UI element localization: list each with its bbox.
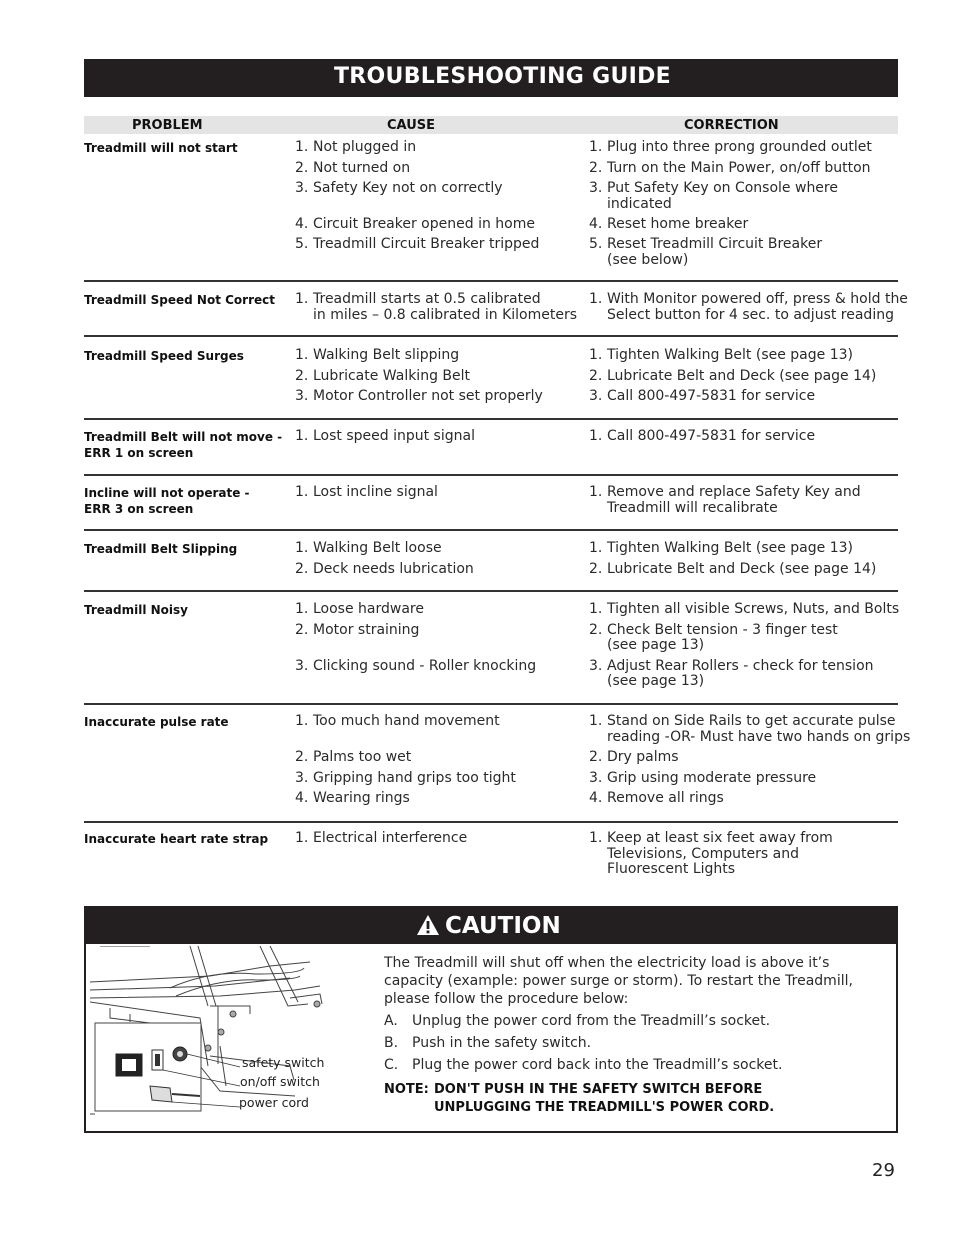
correction-line: Treadmill will recalibrate (607, 499, 778, 516)
correction-text (607, 541, 853, 557)
correction-line: Grip using moderate pressure (607, 769, 817, 786)
cause-line: Treadmill starts at 0.5 calibrated (313, 291, 541, 307)
cause-line: Motor Controller not set properly (313, 388, 543, 404)
problem-cell (84, 602, 284, 618)
correction-number: 1. (589, 291, 603, 307)
row-divider (84, 703, 898, 705)
correction-number: 1. (589, 484, 603, 500)
problem-text: Treadmill Belt Slipping (84, 542, 238, 556)
row-divider (84, 529, 898, 531)
note-line-1: DON'T PUSH IN THE SAFETY SWITCH BEFORE (434, 1082, 763, 1097)
cause-text (313, 771, 516, 787)
correction-line: Remove all rings (607, 790, 724, 806)
correction-number: 2. (589, 749, 603, 765)
correction-line: Select button for 4 sec. to adjust reading (607, 306, 894, 323)
correction-text (607, 161, 871, 177)
cause-number: 1. (295, 540, 309, 556)
row-divider (84, 280, 898, 282)
correction-number: 3. (589, 388, 603, 404)
cause-text (313, 389, 543, 405)
correction-text (607, 292, 908, 323)
label-safety-switch: safety switch (242, 1055, 325, 1070)
cause-line: Lost incline signal (313, 484, 438, 500)
correction-number: 1. (589, 713, 603, 729)
power-socket-illustration (90, 946, 372, 1126)
cause-number: 1. (295, 484, 309, 500)
correction-line: Call 800-497-5831 for service (607, 428, 816, 444)
warning-icon (416, 914, 440, 936)
caution-title: CAUTION (445, 913, 561, 939)
cause-line: Walking Belt slipping (313, 347, 460, 363)
correction-line: Remove and replace Safety Key and (607, 484, 861, 500)
cause-line: Loose hardware (313, 601, 424, 617)
correction-text (607, 831, 833, 878)
cause-text (313, 750, 411, 766)
correction-number: 3. (589, 657, 603, 674)
correction-line: Reset home breaker (607, 216, 749, 232)
cause-number: 1. (295, 713, 309, 729)
correction-line: Adjust Rear Rollers - check for tension (607, 657, 874, 674)
correction-line: indicated (607, 195, 672, 212)
cause-number: 2. (295, 749, 309, 765)
row-divider (84, 821, 898, 823)
problem-text: ERR 3 on screen (84, 502, 194, 516)
correction-line: Tighten all visible Screws, Nuts, and Bolts (607, 601, 900, 617)
cause-line: Circuit Breaker opened in home (313, 216, 535, 232)
header-cause: CAUSE (387, 118, 436, 133)
caution-intro-1: The Treadmill will shut off when the electricity load is above it’s (384, 955, 830, 971)
cause-line: Clicking sound - Roller knocking (313, 657, 537, 674)
cause-text (313, 292, 577, 323)
cause-text (313, 485, 438, 501)
cause-text (313, 348, 459, 364)
correction-text (607, 485, 861, 516)
cause-text (313, 623, 419, 639)
page-title: TROUBLESHOOTING GUIDE (334, 64, 672, 89)
row-divider (84, 335, 898, 337)
correction-line: Call 800-497-5831 for service (607, 388, 816, 404)
problem-cell (84, 831, 284, 847)
correction-text (607, 217, 748, 233)
cause-number: 3. (295, 388, 309, 404)
correction-number: 1. (589, 540, 603, 556)
problem-text: Treadmill Belt will not move - (84, 430, 283, 444)
cause-text (313, 791, 410, 807)
caution-step-c-letter: C. (384, 1057, 399, 1073)
cause-text (313, 217, 535, 233)
problem-cell (84, 429, 284, 461)
correction-number: 3. (589, 180, 603, 196)
cause-line: Walking Belt loose (313, 540, 442, 556)
cause-text (313, 369, 470, 385)
correction-line: Stand on Side Rails to get accurate pulse (607, 713, 896, 729)
correction-line: Lubricate Belt and Deck (see page 14) (607, 560, 877, 577)
correction-line: With Monitor powered off, press & hold the (607, 291, 908, 307)
caution-bar (86, 908, 896, 944)
correction-number: 5. (589, 236, 603, 252)
correction-line: Reset Treadmill Circuit Breaker (607, 236, 823, 252)
note-label: NOTE: (384, 1082, 429, 1097)
cause-text (313, 602, 424, 618)
problem-cell (84, 485, 284, 517)
cause-line: Palms too wet (313, 749, 412, 765)
problem-text: Treadmill will not start (84, 141, 238, 155)
correction-line: Lubricate Belt and Deck (see page 14) (607, 367, 877, 384)
cause-text (313, 181, 503, 197)
cause-number: 1. (295, 139, 309, 155)
correction-text (607, 140, 872, 156)
cause-line: Deck needs lubrication (313, 560, 474, 577)
cause-line: Electrical interference (313, 830, 468, 846)
correction-number: 2. (589, 621, 603, 638)
correction-line: Put Safety Key on Console where (607, 180, 838, 196)
row-divider (84, 474, 898, 476)
correction-line: Keep at least six feet away from (607, 830, 833, 846)
correction-text (607, 602, 899, 618)
correction-text (607, 714, 910, 745)
cause-text (313, 714, 500, 730)
cause-line: Safety Key not on correctly (313, 180, 503, 196)
cause-line: Too much hand movement (313, 713, 500, 729)
problem-text: Treadmill Speed Surges (84, 349, 244, 363)
row-divider (84, 590, 898, 592)
correction-text (607, 791, 724, 807)
problem-text: Treadmill Speed Not Correct (84, 293, 275, 307)
problem-cell (84, 348, 284, 364)
correction-line: (see page 13) (607, 637, 705, 653)
correction-number: 1. (589, 347, 603, 363)
cause-line: Lubricate Walking Belt (313, 367, 471, 384)
correction-number: 1. (589, 139, 603, 155)
cause-number: 4. (295, 790, 309, 806)
correction-line: Fluorescent Lights (607, 861, 736, 877)
note-line-2: UNPLUGGING THE TREADMILL'S POWER CORD. (434, 1100, 775, 1115)
cause-number: 3. (295, 180, 309, 196)
correction-number: 3. (589, 769, 603, 786)
correction-text (607, 348, 853, 364)
correction-line: (see below) (607, 251, 689, 268)
correction-number: 1. (589, 428, 603, 444)
cause-text (313, 562, 474, 578)
cause-number: 3. (295, 657, 309, 674)
cause-text (313, 541, 442, 557)
correction-number: 4. (589, 790, 603, 806)
correction-text (607, 623, 838, 654)
page-number: 29 (872, 1160, 895, 1181)
correction-text (607, 429, 815, 445)
problem-cell (84, 140, 284, 156)
correction-line: Plug into three prong grounded outlet (607, 139, 872, 155)
cause-line: Gripping hand grips too tight (313, 769, 516, 786)
cause-number: 1. (295, 347, 309, 363)
cause-line: Lost speed input signal (313, 428, 475, 444)
problem-cell (84, 714, 284, 730)
correction-line: Tighten Walking Belt (see page 13) (607, 347, 853, 363)
cause-text (313, 831, 467, 847)
problem-cell (84, 541, 284, 557)
problem-cell (84, 292, 284, 308)
cause-number: 2. (295, 159, 309, 176)
correction-text (607, 659, 874, 690)
correction-line: Tighten Walking Belt (see page 13) (607, 540, 853, 556)
cause-text (313, 237, 539, 253)
problem-text: ERR 1 on screen (84, 446, 194, 460)
correction-text (607, 389, 815, 405)
header-problem: PROBLEM (132, 118, 203, 133)
cause-number: 1. (295, 601, 309, 617)
correction-line: Televisions, Computers and (607, 845, 799, 862)
cause-line: Not turned on (313, 159, 411, 176)
correction-number: 1. (589, 601, 603, 617)
cause-number: 3. (295, 769, 309, 786)
cause-line: in miles – 0.8 calibrated in Kilometers (313, 306, 578, 323)
cause-text (313, 140, 416, 156)
caution-step-a-letter: A. (384, 1013, 398, 1029)
cause-text (313, 659, 536, 675)
row-divider (84, 418, 898, 420)
caution-step-b: Push in the safety switch. (412, 1035, 592, 1051)
cause-number: 2. (295, 621, 309, 638)
correction-text (607, 750, 679, 766)
correction-line: Dry palms (607, 749, 679, 765)
label-power-cord: power cord (239, 1095, 309, 1110)
correction-line: (see page 13) (607, 673, 705, 689)
correction-number: 2. (589, 159, 603, 176)
correction-number: 1. (589, 830, 603, 846)
cause-text (313, 161, 410, 177)
correction-text (607, 771, 816, 787)
caution-step-c: Plug the power cord back into the Treadmill’s socket. (412, 1057, 783, 1073)
cause-number: 2. (295, 367, 309, 384)
correction-text (607, 181, 838, 212)
cause-text (313, 429, 475, 445)
cause-number: 2. (295, 560, 309, 577)
cause-number: 1. (295, 830, 309, 846)
caution-intro-3: please follow the procedure below: (384, 991, 629, 1007)
problem-text: Incline will not operate - (84, 486, 250, 500)
problem-text: Treadmill Noisy (84, 603, 188, 617)
problem-text: Inaccurate pulse rate (84, 715, 229, 729)
correction-line: Turn on the Main Power, on/off button (607, 159, 871, 176)
correction-number: 2. (589, 367, 603, 384)
caution-step-a: Unplug the power cord from the Treadmill’s socket. (412, 1013, 771, 1029)
title-bar (84, 59, 898, 97)
problem-text: Inaccurate heart rate strap (84, 832, 269, 846)
cause-line: Treadmill Circuit Breaker tripped (313, 236, 540, 252)
cause-number: 1. (295, 291, 309, 307)
table-header (84, 116, 898, 134)
correction-number: 2. (589, 560, 603, 577)
correction-line: Check Belt tension - 3 finger test (607, 621, 838, 638)
correction-text (607, 562, 876, 578)
header-correction: CORRECTION (684, 118, 779, 133)
correction-text (607, 237, 822, 268)
correction-number: 4. (589, 216, 603, 232)
label-onoff-switch: on/off switch (240, 1074, 320, 1089)
caution-box (84, 906, 898, 1133)
correction-text (607, 369, 876, 385)
cause-line: Wearing rings (313, 790, 410, 806)
cause-line: Not plugged in (313, 139, 417, 155)
correction-line: reading -OR- Must have two hands on grips (607, 728, 911, 745)
cause-number: 1. (295, 428, 309, 444)
cause-line: Motor straining (313, 621, 420, 638)
caution-intro-2: capacity (example: power surge or storm). To restart the Treadmill, (384, 973, 853, 989)
cause-number: 4. (295, 216, 309, 232)
caution-step-b-letter: B. (384, 1035, 399, 1051)
cause-number: 5. (295, 236, 309, 252)
